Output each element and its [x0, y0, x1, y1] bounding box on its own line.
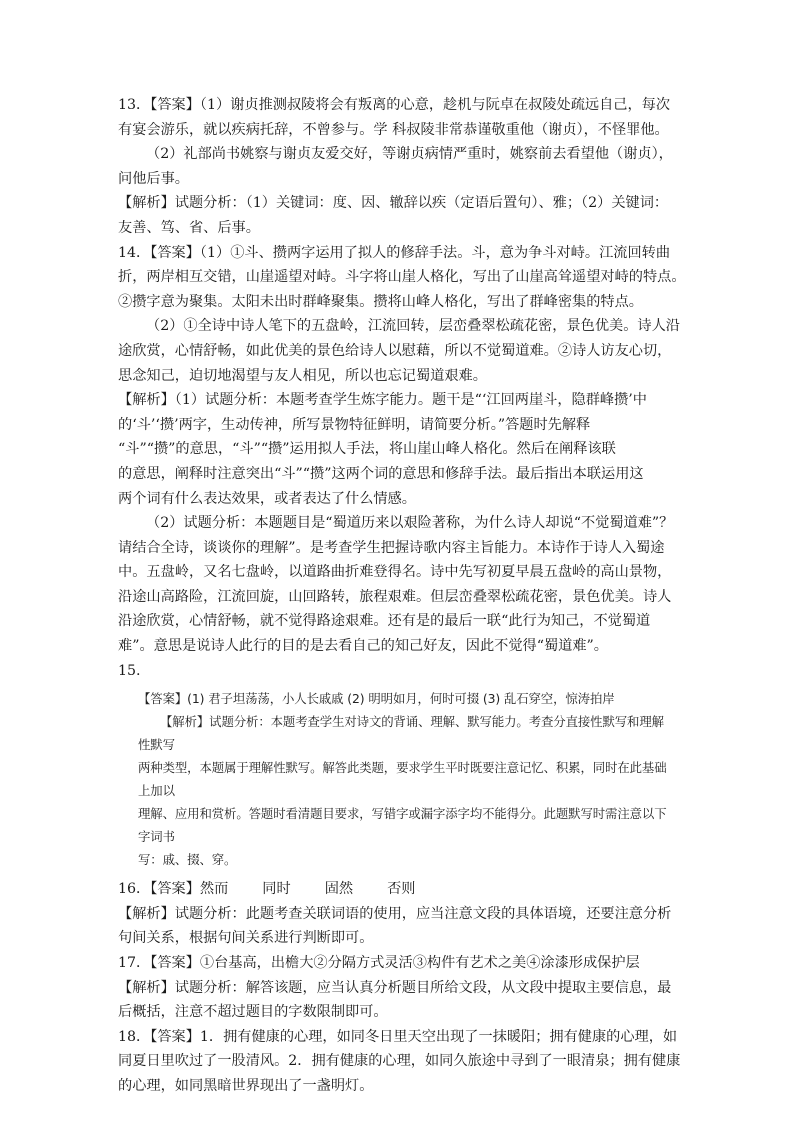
q17-analysis-line: 后概括，注意不超过题目的字数限制即可。: [118, 1004, 388, 1021]
question-14: [118, 241, 688, 659]
q16-analysis-line: 句间关系，根据句间关系进行判断即可。: [118, 930, 374, 947]
q14-analysis-line: 的意思，阐释时注意突出“斗”“攒”这两个词的意思和修辞手法。最后指出本联运用这: [118, 465, 644, 482]
q18-answer-line: 18．【答案】1．拥有健康的心理，如同冬日里天空出现了一抹暖阳；拥有健康的心理，如: [118, 1028, 678, 1045]
q15-scanned-block: [138, 687, 673, 871]
q13-analysis-line: 友善、笃、省、后事。: [118, 219, 260, 236]
q14-analysis-line: 沿途欣赏，心情舒畅，就不觉得路途艰难。还有是的最后一联“此行为知己，不觉蜀道: [118, 613, 651, 630]
q13-answer-line: （2）礼部尚书姚察与谢贞友爱交好，等谢贞病情严重时，姚察前去看望他（谢贞），: [146, 146, 673, 163]
question-13: [118, 93, 688, 241]
q14-analysis-line: 沿途山高路险，江流回旋，山回路转，旅程艰难。但层峦叠翠松疏花密，景色优美。诗人: [118, 588, 672, 605]
q17-analysis-line: 【解析】试题分析：解答该题，应当认真分析题目所给文段，从文段中提取主要信息，最: [118, 979, 672, 996]
q13-answer-line: 问他后事。: [118, 170, 189, 187]
q14-answer-line: 思念知己，迫切地渴望与友人相见，所以也忘记蜀道艰难。: [118, 367, 487, 384]
q14-answer-line: ②攒字意为聚集。太阳未出时群峰聚集。攒将山峰人格化，写出了群峰密集的特点。: [118, 293, 643, 310]
q18-answer-line: 的心理，如同黑暗世界现出了一盏明灯。: [118, 1078, 374, 1094]
q16-blank-3: 固然: [324, 881, 354, 898]
q14-analysis-line: 请结合全诗，谈谈你的理解”。是考查学生把握诗歌内容主旨能力。本诗作于诗人入蜀途: [118, 539, 665, 556]
q15-analysis-line: 【解析】试题分析：本题考查学生对诗文的背诵、理解、默写能力。考查分直接性默写和理解性默写: [138, 714, 664, 753]
q14-analysis-line: 中。五盘岭，又名七盘岭，以道路曲折难登得名。诗中先写初夏早晨五盘岭的高山景物，: [118, 564, 672, 581]
q16-answer-line: [118, 877, 688, 902]
q14-answer-line: 途欣赏，心情舒畅，如此优美的景色给诗人以慰藉，所以不觉蜀道难。②诗人访友心切，: [118, 342, 672, 359]
q15-analysis-line: 理解、应用和赏析。答题时看清题目要求，写错字或漏字添字均不能得分。此题默写时需注意以下字词书: [138, 806, 667, 845]
q13-answer-line: 有宴会游乐，就以疾病托辞，不曾参与。学 科叔陵非常恭谨敬重他（谢贞），不怪罪他。: [118, 121, 669, 138]
q16-blank-2: 同时: [262, 881, 291, 898]
q15-analysis-line: 写：戚、掇、穿。: [138, 852, 237, 868]
q14-analysis-line: 的‘斗’‘攒’两字，生动传神，所写景物特征鲜明，请简要分析。”答题时先解释: [118, 416, 591, 433]
q14-analysis-line: “斗”“攒”的意思，“斗”“攒”运用拟人手法，将山崖山峰人格化。然后在阐释该联: [118, 441, 616, 458]
q18-answer-line: 同夏日里吹过了一股清风。2．拥有健康的心理，如同久旅途中寻到了一眼清泉；拥有健康: [118, 1053, 681, 1070]
question-16: [118, 877, 688, 951]
q16-analysis-line: 【解析】试题分析：此题考查关联词语的使用，应当注意文段的具体语境，还要注意分析: [118, 905, 672, 922]
q15-analysis-line: 两种类型，本题属于理解性默写。解答此类题，要求学生平时既要注意记忆、积累，同时在此基础上加以: [138, 760, 667, 799]
q16-blank-4: 否则: [387, 881, 416, 898]
q13-analysis-line: 【解析】试题分析：（1）关键词：度、因、辙辞以疾（定语后置句）、雅；（2）关键词：: [118, 195, 669, 212]
q17-answer-line: 17．【答案】①台基高，出檐大②分隔方式灵活③构件有艺术之美④涂漆形成保护层: [118, 955, 640, 972]
q14-analysis-line: 两个词有什么表达效果，或者表达了什么情感。: [118, 490, 416, 507]
q14-analysis-line: （2）试题分析：本题题目是“蜀道历来以艰险著称，为什么诗人却说“不觉蜀道难”？: [146, 515, 674, 532]
q13-answer-line: 13．【答案】（1）谢贞推测叔陵将会有叛离的心意，趁机与阮卓在叔陵处疏远自己，每次: [118, 97, 671, 113]
q15-answer-line: 【答案】(1) 君子坦荡荡，小人长戚戚 (2) 明明如月，何时可掇 (3) 乱石穿空，惊涛拍岸: [138, 691, 615, 707]
q16-blank-1: 然而: [199, 881, 229, 898]
answer-page: [118, 93, 688, 1099]
q14-answer-line: 折，两岸相互交错，山崖遥望对峙。斗字将山崖人格化，写出了山崖高耸遥望对峙的特点。: [118, 269, 686, 286]
q14-answer-line: 14．【答案】（1）①斗、攒两字运用了拟人的修辞手法。斗，意为争斗对峙。江流回转曲: [118, 244, 671, 261]
q15-number: 15.: [118, 662, 141, 679]
question-18: [118, 1025, 688, 1099]
question-17: [118, 951, 688, 1025]
q14-analysis-line: 【解析】（1）试题分析：本题考查学生炼字能力。题干是“‘江回两崖斗，隐群峰攒’中: [118, 392, 647, 409]
question-15: [118, 659, 688, 872]
q14-analysis-line: 难”。意思是说诗人此行的目的是去看自己的知己好友，因此不觉得“蜀道难”。: [118, 638, 608, 655]
q16-answer-prefix: 16．【答案】: [118, 881, 200, 898]
q14-answer-line: （2）①全诗中诗人笔下的五盘岭，江流回转，层峦叠翠松疏花密，景色优美。诗人沿: [146, 318, 680, 335]
